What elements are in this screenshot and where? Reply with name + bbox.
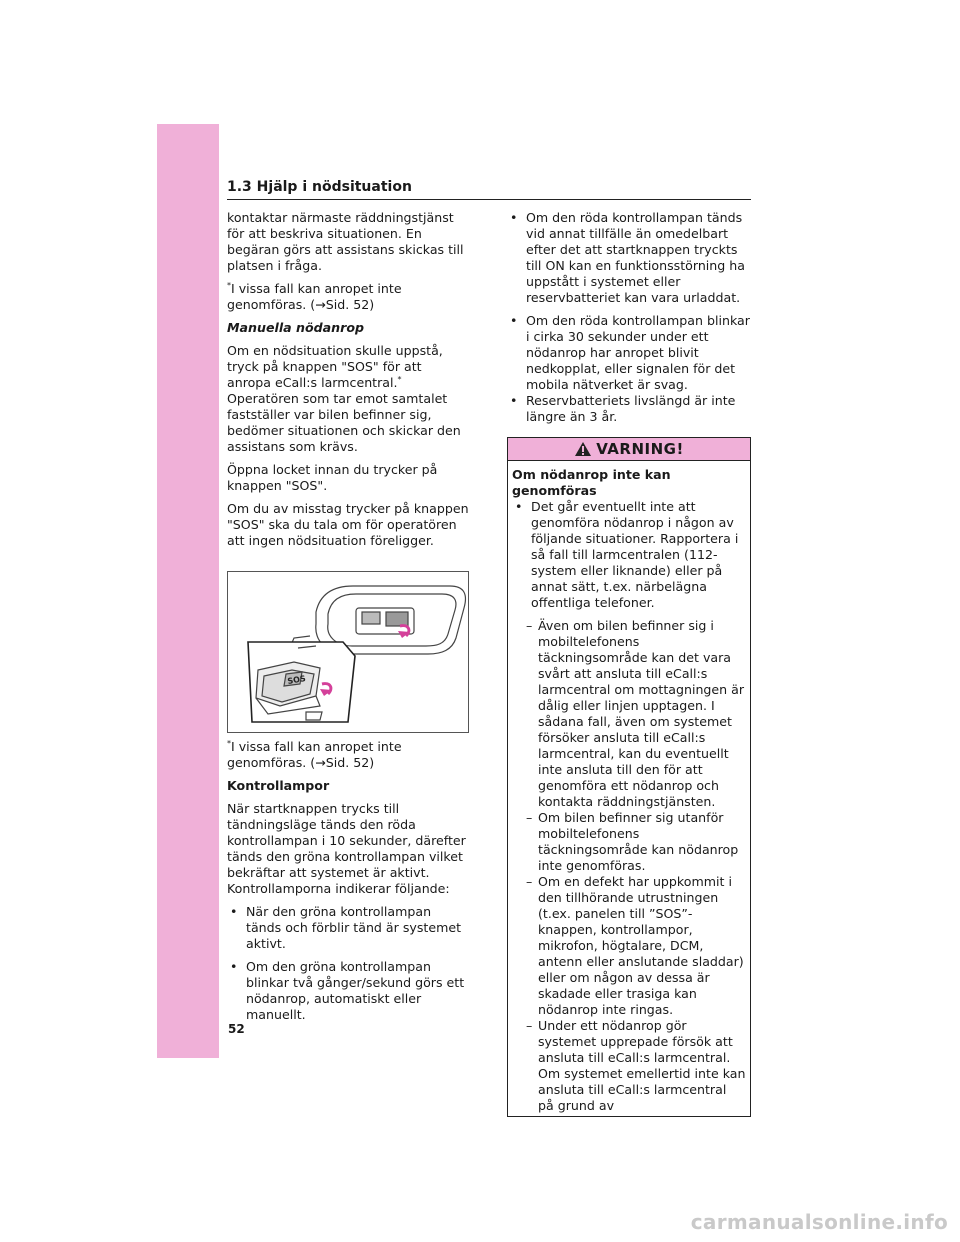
left-column — [227, 210, 469, 1030]
warning-title: Om nödanrop inte kan genomföras — [512, 467, 671, 498]
list-item: • När den gröna kontrollampan tänds och förblir tänd är systemet aktivt. — [227, 904, 469, 952]
list-item: – Om en defekt har uppkommit i den tillhörande utrustningen (t.ex. panelen till ”SOS”-knappen, kontrollampor, mikrofon, högtalare, DCM, antenn eller anslutande sladdar) eller om någon av dessa är skadade eller trasiga kan nödanrop inte ringas. — [524, 874, 746, 1018]
intro-paragraph: kontaktar närmaste räddningstjänst för att beskriva situationen. En begäran görs att assistans skickas till platsen i fråga. — [227, 210, 464, 273]
section-title: 1.3 Hjälp i nödsituation — [227, 179, 751, 200]
page-number: 52 — [228, 1022, 245, 1036]
list-item: • Om den gröna kontrollampan blinkar två gånger/sekund görs ett nödanrop, automatiskt eller manuellt. — [227, 959, 469, 1023]
watermark: carmanualsonline.info — [690, 1210, 948, 1234]
indicator-bullet-list — [227, 904, 469, 1023]
sos-button-illustration — [227, 571, 469, 733]
right-column — [507, 210, 751, 1117]
manual-calls-paragraph — [227, 343, 469, 455]
warning-triangle-icon — [574, 441, 592, 457]
figure-sos-label: SOS — [286, 673, 307, 686]
list-item: – Under ett nödanrop gör systemet upprepade försök att ansluta till eCall:s larmcentral. Om systemet emellertid inte kan ansluta till eCall:s larmcentral på grund av — [524, 1018, 746, 1114]
manual-calls-text-b: Operatören som tar emot samtalet fastställer var bilen befinner sig, bedömer situationen och skickar den assistans som krävs. — [227, 391, 461, 454]
indicator-lamps-paragraph: När startknappen trycks till tändningsläge tänds den röda kontrollampan i 10 sekunder, därefter tänds den gröna kontrollampan vilket bekräftar att systemet är aktivt. Kontrollamporna indikerar följande: — [227, 801, 466, 896]
list-item: • Reservbatteriets livslängd är inte längre än 3 år. — [507, 393, 751, 425]
warning-body — [508, 461, 750, 1116]
list-item: • Om den röda kontrollampan tänds vid annat tillfälle än omedelbart efter det att startknappen tryckts till ON kan en funktionsstörning ha uppstått i systemet eller reservbatteriet kan vara urladdat. — [507, 210, 751, 306]
manual-calls-text-a: Om en nödsituation skulle uppstå, tryck på knappen "SOS" för att anropa eCall:s larmcentral. — [227, 343, 443, 390]
indicator-bullet-list-continued — [507, 210, 751, 425]
footnote-1 — [227, 281, 469, 313]
warning-box — [507, 437, 751, 1117]
warning-dash-list — [512, 618, 746, 1114]
footnote-text: I vissa fall kan anropet inte genomföras. (→Sid. 52) — [227, 281, 402, 312]
list-item: – Om bilen befinner sig utanför mobiltelefonens täckningsområde kan nödanrop inte genomföras. — [524, 810, 746, 874]
footnote-mark: * — [397, 374, 402, 384]
footnote-mark: * — [227, 280, 231, 290]
list-item: • Om den röda kontrollampan blinkar i cirka 30 sekunder under ett nödanrop har anropet blivit nedkopplat, eller signalen för det mobila nätverket är svag. — [507, 313, 751, 393]
footnote-mark: * — [227, 738, 231, 748]
list-item: • Det går eventuellt inte att genomföra nödanrop i någon av följande situationer. Rapportera i så fall till larmcentralen (112-system eller liknande) eller på annat sätt, t.ex. närbelägna offentliga telefoner. — [512, 499, 746, 611]
open-cover-paragraph: Öppna locket innan du trycker på knappen "SOS". — [227, 462, 438, 493]
footnote-2 — [227, 739, 469, 771]
page-side-band — [157, 124, 219, 1058]
warning-header — [508, 438, 750, 461]
warning-bullet-list — [512, 499, 746, 611]
indicator-lamps-heading: Kontrollampor — [227, 778, 330, 793]
manual-calls-heading: Manuella nödanrop — [227, 320, 364, 335]
footnote-text: I vissa fall kan anropet inte genomföras. (→Sid. 52) — [227, 739, 402, 770]
mistake-paragraph: Om du av misstag trycker på knappen "SOS" ska du tala om för operatören att ingen nödsituation föreligger. — [227, 501, 469, 548]
warning-label: VARNING! — [596, 440, 684, 458]
list-item: – Även om bilen befinner sig i mobiltelefonens täckningsområde kan det vara svårt att ansluta till eCall:s larmcentral om mottagningen är dålig eller linjen upptagen. I sådana fall, även om systemet försöker ansluta till eCall:s larmcentral, kan du eventuellt inte ansluta till den för att genomföra ett nödanrop och kontakta räddningstjänsten. — [524, 618, 746, 810]
overhead-console-drawing — [228, 572, 468, 732]
